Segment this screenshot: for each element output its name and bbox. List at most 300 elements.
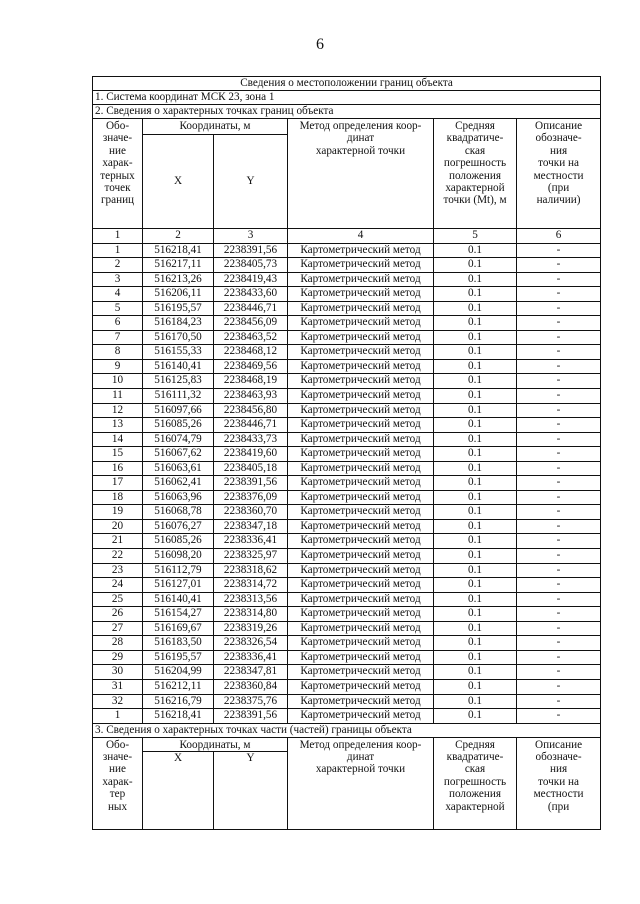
- table-row: [93, 519, 601, 534]
- coordinate-y: 2238405,73: [214, 258, 288, 273]
- accuracy-cell: 0.1: [434, 316, 517, 331]
- header3-description: [517, 737, 601, 829]
- header-line: характерной точки: [315, 763, 406, 776]
- accuracy-cell: 0.1: [434, 549, 517, 564]
- header-line: Средняя: [455, 120, 495, 132]
- accuracy-cell: 0.1: [434, 272, 517, 287]
- table-row: [93, 359, 601, 374]
- point-number: 18: [93, 490, 143, 505]
- coordinate-x: 516062,41: [143, 476, 214, 491]
- point-number: 20: [93, 519, 143, 534]
- method-cell: Картометрический метод: [288, 345, 434, 360]
- method-cell: Картометрический метод: [288, 359, 434, 374]
- coordinate-x: 516204,99: [143, 665, 214, 680]
- point-number: 2: [93, 258, 143, 273]
- header-y: Y: [214, 135, 288, 229]
- method-cell: Картометрический метод: [288, 476, 434, 491]
- description-cell: -: [517, 316, 601, 331]
- column-number: 6: [517, 229, 601, 244]
- method-cell: Картометрический метод: [288, 490, 434, 505]
- table-row: [93, 374, 601, 389]
- header-point-designation: [93, 119, 143, 229]
- header-line: ние: [109, 763, 126, 776]
- coordinate-x: 516111,32: [143, 389, 214, 404]
- description-cell: -: [517, 447, 601, 462]
- point-number: 8: [93, 345, 143, 360]
- description-cell: -: [517, 287, 601, 302]
- coordinate-x: 516063,96: [143, 490, 214, 505]
- description-cell: -: [517, 534, 601, 549]
- accuracy-cell: 0.1: [434, 621, 517, 636]
- method-cell: Картометрический метод: [288, 374, 434, 389]
- point-number: 24: [93, 578, 143, 593]
- description-cell: -: [517, 607, 601, 622]
- accuracy-cell: 0.1: [434, 519, 517, 534]
- coordinate-y: 2238463,93: [214, 389, 288, 404]
- header-line: характерной точки: [315, 144, 406, 157]
- header-line: ных: [107, 800, 128, 813]
- accuracy-cell: 0.1: [434, 709, 517, 724]
- coordinate-x: 516154,27: [143, 607, 214, 622]
- accuracy-cell: 0.1: [434, 679, 517, 694]
- table-row: [93, 694, 601, 709]
- table-row: [93, 243, 601, 258]
- table-row: [93, 490, 601, 505]
- coordinate-x: 516169,67: [143, 621, 214, 636]
- point-number: 32: [93, 694, 143, 709]
- method-cell: Картометрический метод: [288, 243, 434, 258]
- header3-point-designation: [93, 737, 143, 829]
- description-cell: -: [517, 345, 601, 360]
- accuracy-cell: 0.1: [434, 359, 517, 374]
- coordinate-y: 2238405,18: [214, 461, 288, 476]
- description-cell: -: [517, 432, 601, 447]
- method-cell: Картометрический метод: [288, 578, 434, 593]
- method-cell: Картометрический метод: [288, 505, 434, 520]
- coordinate-x: 516140,41: [143, 359, 214, 374]
- coordinate-y: 2238347,18: [214, 519, 288, 534]
- coordinate-x: 516195,57: [143, 650, 214, 665]
- point-number: 13: [93, 418, 143, 433]
- point-number: 21: [93, 534, 143, 549]
- accuracy-cell: 0.1: [434, 287, 517, 302]
- method-cell: Картометрический метод: [288, 621, 434, 636]
- header3-x: X: [143, 752, 214, 830]
- section-1-coordinate-system: 1. Система координат МСК 23, зона 1: [93, 91, 601, 105]
- point-number: 26: [93, 607, 143, 622]
- coordinate-y: 2238391,56: [214, 476, 288, 491]
- accuracy-cell: 0.1: [434, 432, 517, 447]
- table-row: [93, 287, 601, 302]
- point-number: 29: [93, 650, 143, 665]
- header-description: [517, 119, 601, 229]
- table-row: [93, 432, 601, 447]
- point-number: 27: [93, 621, 143, 636]
- method-cell: Картометрический метод: [288, 287, 434, 302]
- coordinate-x: 516068,78: [143, 505, 214, 520]
- coordinate-y: 2238468,12: [214, 345, 288, 360]
- description-cell: -: [517, 694, 601, 709]
- point-number: 4: [93, 287, 143, 302]
- method-cell: Картометрический метод: [288, 330, 434, 345]
- header-line: Метод определения коор-: [299, 738, 422, 751]
- description-cell: -: [517, 374, 601, 389]
- header-line: ние: [109, 144, 126, 157]
- header3-accuracy: [434, 737, 517, 829]
- table-row: [93, 621, 601, 636]
- point-number: 6: [93, 316, 143, 331]
- header-line: (при: [547, 182, 570, 195]
- header-line: погрешность: [443, 775, 507, 788]
- column-number: 5: [434, 229, 517, 244]
- header-line: точки на: [538, 157, 579, 170]
- header-line: динат: [346, 132, 375, 145]
- header-line: тер: [109, 788, 126, 801]
- description-cell: -: [517, 418, 601, 433]
- coordinate-x: 516213,26: [143, 272, 214, 287]
- header-coordinates: Координаты, м: [143, 119, 288, 135]
- table-row: [93, 272, 601, 287]
- boundary-table: [92, 76, 601, 830]
- coordinate-y: 2238463,52: [214, 330, 288, 345]
- description-cell: -: [517, 709, 601, 724]
- header-method: [288, 119, 434, 229]
- description-cell: -: [517, 665, 601, 680]
- header-line: ния: [549, 144, 568, 157]
- header-line: значе-: [102, 751, 133, 763]
- accuracy-cell: 0.1: [434, 461, 517, 476]
- point-number: 7: [93, 330, 143, 345]
- header3-y: Y: [214, 752, 288, 830]
- header-line: положения: [449, 169, 501, 182]
- accuracy-cell: 0.1: [434, 345, 517, 360]
- accuracy-cell: 0.1: [434, 330, 517, 345]
- header-line: обозначе-: [535, 751, 582, 763]
- method-cell: Картометрический метод: [288, 534, 434, 549]
- header-line: местности: [533, 788, 584, 801]
- header-line: характерной: [445, 182, 505, 195]
- description-cell: -: [517, 258, 601, 273]
- method-cell: Картометрический метод: [288, 694, 434, 709]
- description-cell: -: [517, 476, 601, 491]
- table-row: [93, 505, 601, 520]
- method-cell: Картометрический метод: [288, 316, 434, 331]
- table-row: [93, 330, 601, 345]
- method-cell: Картометрический метод: [288, 301, 434, 316]
- coordinate-x: 516212,11: [143, 679, 214, 694]
- header-line: точки на: [538, 775, 579, 788]
- header3-method: [288, 737, 434, 829]
- point-number: 1: [93, 243, 143, 258]
- accuracy-cell: 0.1: [434, 389, 517, 404]
- coordinate-y: 2238319,26: [214, 621, 288, 636]
- point-number: 17: [93, 476, 143, 491]
- description-cell: -: [517, 592, 601, 607]
- header-accuracy: [434, 119, 517, 229]
- point-number: 25: [93, 592, 143, 607]
- table-row: [93, 607, 601, 622]
- description-cell: -: [517, 461, 601, 476]
- coordinate-y: 2238314,72: [214, 578, 288, 593]
- point-number: 3: [93, 272, 143, 287]
- section-2-title: 2. Сведения о характерных точках границ объекта: [93, 105, 601, 119]
- method-cell: Картометрический метод: [288, 519, 434, 534]
- header-line: Средняя: [455, 738, 495, 751]
- accuracy-cell: 0.1: [434, 301, 517, 316]
- coordinate-x: 516074,79: [143, 432, 214, 447]
- point-number: 15: [93, 447, 143, 462]
- header-line: Описание: [535, 120, 583, 132]
- coordinate-y: 2238314,80: [214, 607, 288, 622]
- point-number: 5: [93, 301, 143, 316]
- method-cell: Картометрический метод: [288, 607, 434, 622]
- table-row: [93, 534, 601, 549]
- header-line: харак-: [102, 157, 133, 170]
- coordinate-x: 516097,66: [143, 403, 214, 418]
- description-cell: -: [517, 389, 601, 404]
- description-cell: -: [517, 549, 601, 564]
- header-line: ния: [549, 763, 568, 776]
- table-row: [93, 636, 601, 651]
- coordinate-x: 516140,41: [143, 592, 214, 607]
- point-number: 19: [93, 505, 143, 520]
- coordinate-y: 2238433,73: [214, 432, 288, 447]
- point-number: 14: [93, 432, 143, 447]
- description-cell: -: [517, 505, 601, 520]
- coordinate-y: 2238446,71: [214, 418, 288, 433]
- accuracy-cell: 0.1: [434, 505, 517, 520]
- accuracy-cell: 0.1: [434, 258, 517, 273]
- description-cell: -: [517, 243, 601, 258]
- accuracy-cell: 0.1: [434, 578, 517, 593]
- header-line: положения: [449, 788, 501, 801]
- column-number-row: [93, 229, 601, 244]
- description-cell: -: [517, 621, 601, 636]
- header-line: харак-: [102, 775, 133, 788]
- description-cell: -: [517, 519, 601, 534]
- coordinate-y: 2238456,09: [214, 316, 288, 331]
- table-row: [93, 709, 601, 724]
- coordinate-x: 516216,79: [143, 694, 214, 709]
- coordinate-x: 516127,01: [143, 578, 214, 593]
- description-cell: -: [517, 330, 601, 345]
- coordinate-y: 2238360,84: [214, 679, 288, 694]
- header-line: погрешность: [443, 157, 507, 170]
- accuracy-cell: 0.1: [434, 418, 517, 433]
- coordinate-y: 2238326,54: [214, 636, 288, 651]
- coordinate-y: 2238325,97: [214, 549, 288, 564]
- coordinate-y: 2238446,71: [214, 301, 288, 316]
- coordinate-x: 516170,50: [143, 330, 214, 345]
- coordinate-y: 2238375,76: [214, 694, 288, 709]
- header-line: характерной: [445, 800, 505, 813]
- method-cell: Картометрический метод: [288, 403, 434, 418]
- table-row: [93, 345, 601, 360]
- coordinate-y: 2238318,62: [214, 563, 288, 578]
- table-row: [93, 563, 601, 578]
- description-cell: -: [517, 403, 601, 418]
- coordinate-x: 516076,27: [143, 519, 214, 534]
- description-cell: -: [517, 301, 601, 316]
- coordinate-x: 516155,33: [143, 345, 214, 360]
- coordinate-y: 2238469,56: [214, 359, 288, 374]
- header-line: точек: [104, 182, 131, 195]
- column-number: 1: [93, 229, 143, 244]
- description-cell: -: [517, 490, 601, 505]
- header-line: наличии): [536, 194, 581, 207]
- coordinate-x: 516063,61: [143, 461, 214, 476]
- header-line: Обо-: [105, 738, 130, 751]
- point-number: 9: [93, 359, 143, 374]
- coordinate-x: 516206,11: [143, 287, 214, 302]
- section-3-title: 3. Сведения о характерных точках части (частей) границы объекта: [93, 723, 601, 737]
- method-cell: Картометрический метод: [288, 592, 434, 607]
- method-cell: Картометрический метод: [288, 461, 434, 476]
- method-cell: Картометрический метод: [288, 636, 434, 651]
- point-number: 31: [93, 679, 143, 694]
- coordinate-y: 2238419,43: [214, 272, 288, 287]
- description-cell: -: [517, 563, 601, 578]
- method-cell: Картометрический метод: [288, 650, 434, 665]
- coordinate-y: 2238376,09: [214, 490, 288, 505]
- coordinate-x: 516183,50: [143, 636, 214, 651]
- table-row: [93, 549, 601, 564]
- header3-coordinates: Координаты, м: [143, 737, 288, 751]
- description-cell: -: [517, 272, 601, 287]
- coordinate-y: 2238347,81: [214, 665, 288, 680]
- accuracy-cell: 0.1: [434, 665, 517, 680]
- coordinate-y: 2238336,41: [214, 650, 288, 665]
- coordinate-x: 516112,79: [143, 563, 214, 578]
- coordinate-x: 516218,41: [143, 709, 214, 724]
- table-row: [93, 461, 601, 476]
- coordinate-y: 2238433,60: [214, 287, 288, 302]
- table-row: [93, 578, 601, 593]
- accuracy-cell: 0.1: [434, 243, 517, 258]
- point-number: 1: [93, 709, 143, 724]
- coordinate-y: 2238419,60: [214, 447, 288, 462]
- description-cell: -: [517, 650, 601, 665]
- header-line: Описание: [535, 738, 583, 751]
- column-number: 4: [288, 229, 434, 244]
- accuracy-cell: 0.1: [434, 650, 517, 665]
- header-line: квадратиче-: [446, 132, 504, 145]
- header-line: точки (Mt), м: [443, 194, 507, 207]
- method-cell: Картометрический метод: [288, 258, 434, 273]
- point-number: 16: [93, 461, 143, 476]
- header-line: терных: [100, 169, 135, 182]
- header-line: границ: [100, 194, 135, 207]
- point-number: 30: [93, 665, 143, 680]
- table-row: [93, 301, 601, 316]
- method-cell: Картометрический метод: [288, 272, 434, 287]
- accuracy-cell: 0.1: [434, 534, 517, 549]
- coordinate-x: 516125,83: [143, 374, 214, 389]
- table-row: [93, 665, 601, 680]
- point-number: 23: [93, 563, 143, 578]
- coordinate-x: 516195,57: [143, 301, 214, 316]
- header-line: местности: [533, 169, 584, 182]
- coordinate-y: 2238360,70: [214, 505, 288, 520]
- header-line: Обо-: [105, 120, 130, 132]
- coordinate-y: 2238456,80: [214, 403, 288, 418]
- method-cell: Картометрический метод: [288, 432, 434, 447]
- header-line: ская: [464, 763, 486, 776]
- description-cell: -: [517, 679, 601, 694]
- description-cell: -: [517, 636, 601, 651]
- accuracy-cell: 0.1: [434, 694, 517, 709]
- coordinate-y: 2238391,56: [214, 243, 288, 258]
- table-title: Сведения о местоположении границ объекта: [93, 77, 601, 91]
- method-cell: Картометрический метод: [288, 418, 434, 433]
- accuracy-cell: 0.1: [434, 607, 517, 622]
- accuracy-cell: 0.1: [434, 636, 517, 651]
- point-number: 12: [93, 403, 143, 418]
- method-cell: Картометрический метод: [288, 389, 434, 404]
- accuracy-cell: 0.1: [434, 490, 517, 505]
- description-cell: -: [517, 578, 601, 593]
- coordinate-x: 516085,26: [143, 418, 214, 433]
- coordinate-y: 2238468,19: [214, 374, 288, 389]
- header-line: значе-: [102, 132, 133, 145]
- table-row: [93, 592, 601, 607]
- coordinate-x: 516218,41: [143, 243, 214, 258]
- table-row: [93, 447, 601, 462]
- method-cell: Картометрический метод: [288, 709, 434, 724]
- column-number: 2: [143, 229, 214, 244]
- accuracy-cell: 0.1: [434, 447, 517, 462]
- point-number: 11: [93, 389, 143, 404]
- table-row: [93, 403, 601, 418]
- coordinate-y: 2238313,56: [214, 592, 288, 607]
- table-row: [93, 679, 601, 694]
- coordinate-x: 516098,20: [143, 549, 214, 564]
- table-row: [93, 389, 601, 404]
- point-number: 28: [93, 636, 143, 651]
- table-row: [93, 476, 601, 491]
- header-line: обозначе-: [535, 132, 582, 145]
- column-number: 3: [214, 229, 288, 244]
- table-row: [93, 316, 601, 331]
- accuracy-cell: 0.1: [434, 374, 517, 389]
- coordinate-x: 516184,23: [143, 316, 214, 331]
- header-line: квадратиче-: [446, 751, 504, 763]
- coordinate-y: 2238336,41: [214, 534, 288, 549]
- header-line: динат: [346, 751, 375, 763]
- accuracy-cell: 0.1: [434, 563, 517, 578]
- coordinate-x: 516085,26: [143, 534, 214, 549]
- header-line: Метод определения коор-: [299, 120, 422, 132]
- point-number: 22: [93, 549, 143, 564]
- point-number: 10: [93, 374, 143, 389]
- header-line: (при: [547, 800, 570, 813]
- accuracy-cell: 0.1: [434, 592, 517, 607]
- page-number: 6: [316, 36, 324, 53]
- coordinate-x: 516217,11: [143, 258, 214, 273]
- header-x: X: [143, 135, 214, 229]
- method-cell: Картометрический метод: [288, 679, 434, 694]
- accuracy-cell: 0.1: [434, 403, 517, 418]
- description-cell: -: [517, 359, 601, 374]
- accuracy-cell: 0.1: [434, 476, 517, 491]
- method-cell: Картометрический метод: [288, 563, 434, 578]
- method-cell: Картометрический метод: [288, 447, 434, 462]
- table-row: [93, 418, 601, 433]
- table-row: [93, 258, 601, 273]
- method-cell: Картометрический метод: [288, 549, 434, 564]
- coordinate-x: 516067,62: [143, 447, 214, 462]
- header-line: ская: [464, 144, 486, 157]
